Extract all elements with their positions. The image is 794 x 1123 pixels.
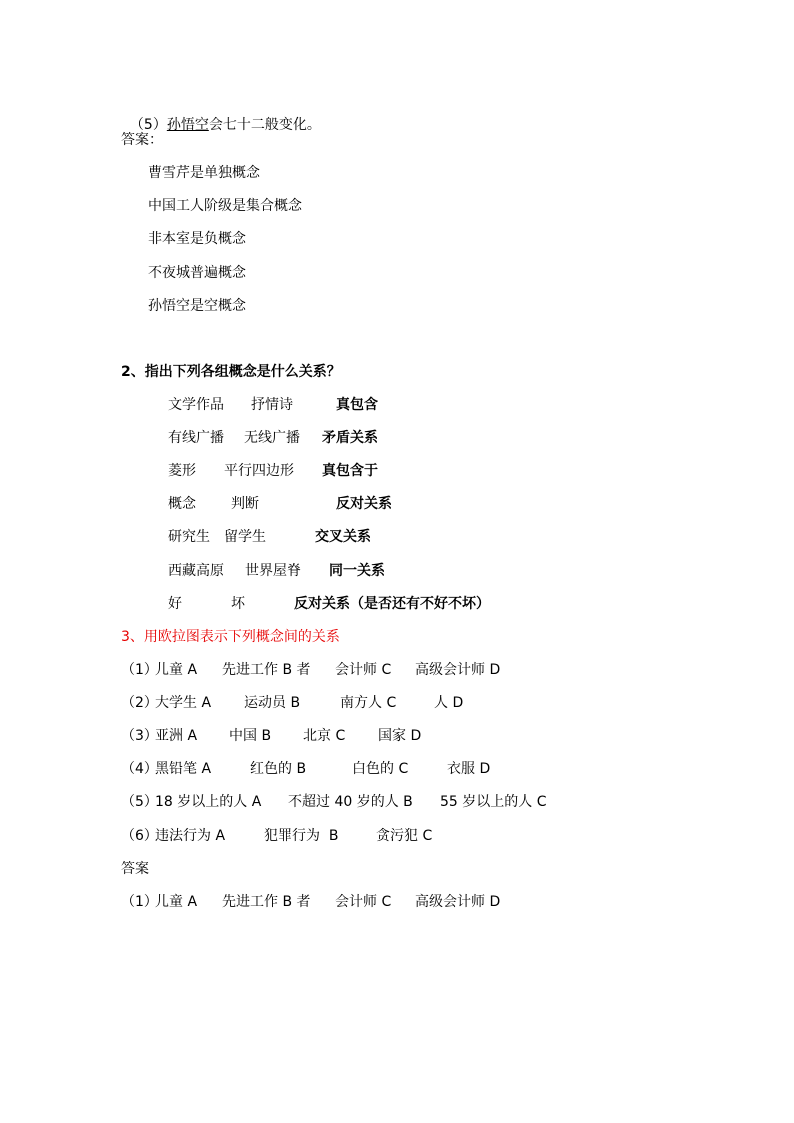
concept: 会计师 C [335,894,392,910]
item-number: （3） [121,728,158,744]
concept-a: 文学作品 [168,397,224,413]
concept: 黑铅笔 A [155,761,212,777]
concept-b: 坏 [231,596,245,612]
concept: 北京 C [303,728,346,744]
concept-b: 平行四边形 [224,463,294,479]
concept: 贪污犯 C [376,828,433,844]
concept: 违法行为 A [155,828,226,844]
q1-item-5 [121,98,321,134]
concept: 55 岁以上的人 C [440,794,547,810]
answer-line: 不夜城普遍概念 [148,265,246,281]
concept: 中国 B [229,728,272,744]
concept: 大学生 A [155,695,212,711]
answer-line: 中国工人阶级是集合概念 [148,198,302,214]
concept: 18 岁以上的人 A [155,794,262,810]
item-number: （2） [121,695,158,711]
concept: 儿童 A [155,894,198,910]
relation-answer: 矛盾关系 [322,430,378,446]
item-number: （1） [121,662,158,678]
answer-line: 孙悟空是空概念 [148,298,246,314]
relation-answer: 同一关系 [329,563,385,579]
concept-b: 抒情诗 [251,397,293,413]
concept: 红色的 B [250,761,307,777]
concept: 国家 D [378,728,422,744]
answer-label: 答案： [121,132,163,148]
concept: 犯罪行为 B [264,828,339,844]
concept: 衣服 D [447,761,491,777]
concept: 南方人 C [340,695,397,711]
concept: 先进工作 B 者 [222,894,311,910]
concept: 会计师 C [335,662,392,678]
concept: 儿童 A [155,662,198,678]
item-number: （1） [121,894,158,910]
relation-answer: 交叉关系 [315,529,371,545]
q3-title: 3、用欧拉图表示下列概念间的关系 [121,629,340,645]
concept-a: 研究生 [168,529,210,545]
relation-answer: 真包含于 [322,463,378,479]
concept-a: 有线广播 [168,430,224,446]
concept: 先进工作 B 者 [222,662,311,678]
concept-a: 西藏高原 [168,563,224,579]
relation-answer: 反对关系（是否还有不好不坏） [294,596,490,612]
q2-title: 2、指出下列各组概念是什么关系？ [121,364,341,380]
relation-answer: 真包含 [336,397,378,413]
concept: 人 D [434,695,464,711]
concept-b: 世界屋脊 [245,563,301,579]
concept-b: 留学生 [224,529,266,545]
answer-line: 非本室是负概念 [148,231,246,247]
concept-b: 判断 [231,496,259,512]
item-text: 会七十二般变化。 [208,117,321,133]
item-number: （5） [129,117,167,133]
concept-a: 概念 [168,496,196,512]
concept: 高级会计师 D [415,662,501,678]
concept: 亚洲 A [155,728,198,744]
answer-line: 曹雪芹是单独概念 [148,165,260,181]
item-number: （6） [121,828,158,844]
concept: 运动员 B [244,695,301,711]
underlined-subject: 孙悟空 [166,117,209,133]
concept: 高级会计师 D [415,894,501,910]
concept: 白色的 C [352,761,409,777]
concept: 不超过 40 岁的人 B [288,794,413,810]
concept-a: 菱形 [168,463,196,479]
concept-a: 好 [168,596,182,612]
item-number: （5） [121,794,158,810]
concept-b: 无线广播 [244,430,300,446]
relation-answer: 反对关系 [336,496,392,512]
item-number: （4） [121,761,158,777]
q3-answer-label: 答案 [121,861,149,877]
